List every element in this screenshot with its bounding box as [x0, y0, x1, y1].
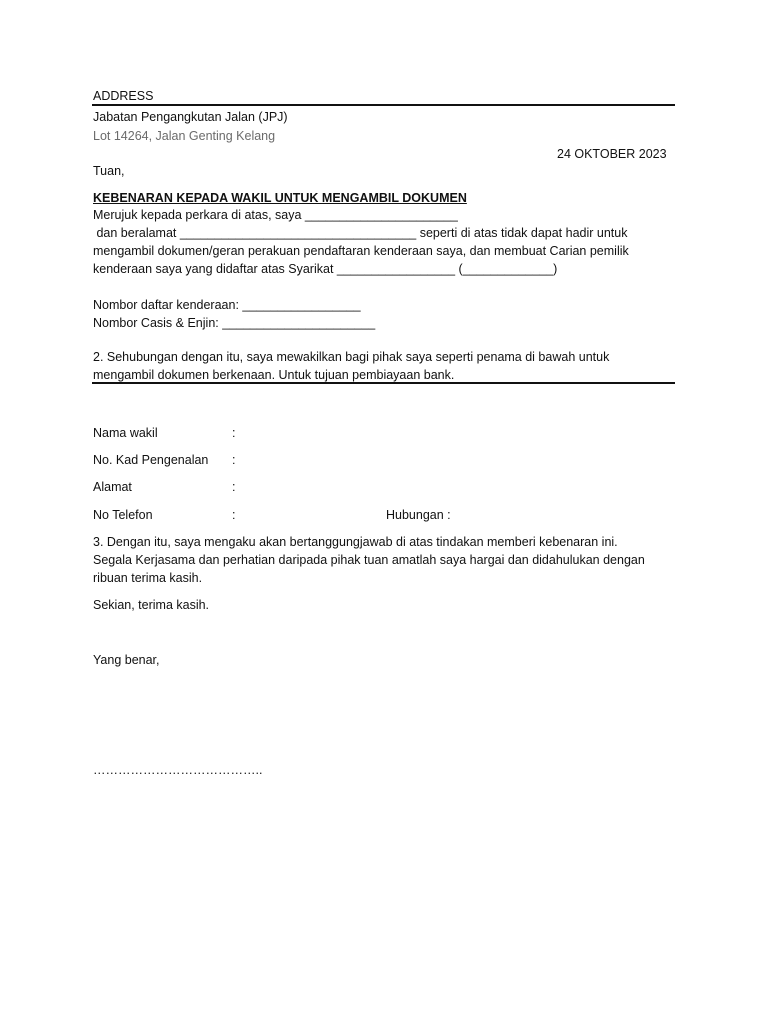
paragraph1-line1: Merujuk kepada perkara di atas, saya ______________________	[93, 208, 458, 222]
relationship-label: Hubungan :	[386, 508, 451, 522]
paragraph3-line1: 3. Dengan itu, saya mengaku akan bertanggungjawab di atas tindakan memberi kebenaran ini.	[93, 535, 618, 549]
recipient-name: Jabatan Pengangkutan Jalan (JPJ)	[93, 110, 288, 124]
paragraph3-line3: ribuan terima kasih.	[93, 571, 203, 585]
phone-number-label: No Telefon	[93, 508, 153, 522]
letter-date: 24 OKTOBER 2023	[557, 147, 667, 161]
sign-off: Yang benar,	[93, 653, 160, 667]
paragraph1-line4: kenderaan saya yang didaftar atas Syarikat _________________ (_____________)	[93, 262, 558, 276]
representative-address-label: Alamat	[93, 480, 132, 494]
signature-line: …………………………………..	[93, 763, 263, 777]
paragraph1-line3: mengambil dokumen/geran perakuan pendaftaran kenderaan saya, dan membuat Carian pemilik	[93, 244, 629, 258]
subject-heading: KEBENARAN KEPADA WAKIL UNTUK MENGAMBIL DOKUMEN	[93, 191, 467, 205]
closing-thanks: Sekian, terima kasih.	[93, 598, 210, 612]
salutation: Tuan,	[93, 164, 125, 178]
paragraph2-line2: mengambil dokumen berkenaan. Untuk tujuan pembiayaan bank.	[93, 368, 455, 382]
recipient-address: Lot 14264, Jalan Genting Kelang	[93, 129, 276, 143]
chassis-engine-line: Nombor Casis & Enjin: ______________________	[93, 316, 376, 330]
representative-name-label: Nama wakil	[93, 426, 158, 440]
ic-number-label: No. Kad Pengenalan	[93, 453, 209, 467]
paragraph3-line2: Segala Kerjasama dan perhatian daripada pihak tuan amatlah saya hargai dan didahulukan dengan	[93, 553, 645, 567]
field-colon: :	[232, 508, 236, 522]
vehicle-registration-line: Nombor daftar kenderaan: _________________	[93, 298, 361, 312]
section-rule	[92, 382, 675, 384]
header-rule	[92, 104, 675, 106]
field-colon: :	[232, 480, 236, 494]
field-colon: :	[232, 426, 236, 440]
paragraph1-line2: dan beralamat __________________________________ seperti di atas tidak dapat hadir untuk	[93, 226, 628, 240]
field-colon: :	[232, 453, 236, 467]
paragraph2-line1: 2. Sehubungan dengan itu, saya mewakilkan bagi pihak saya seperti penama di bawah untuk	[93, 350, 610, 364]
address-label: ADDRESS	[93, 89, 154, 103]
